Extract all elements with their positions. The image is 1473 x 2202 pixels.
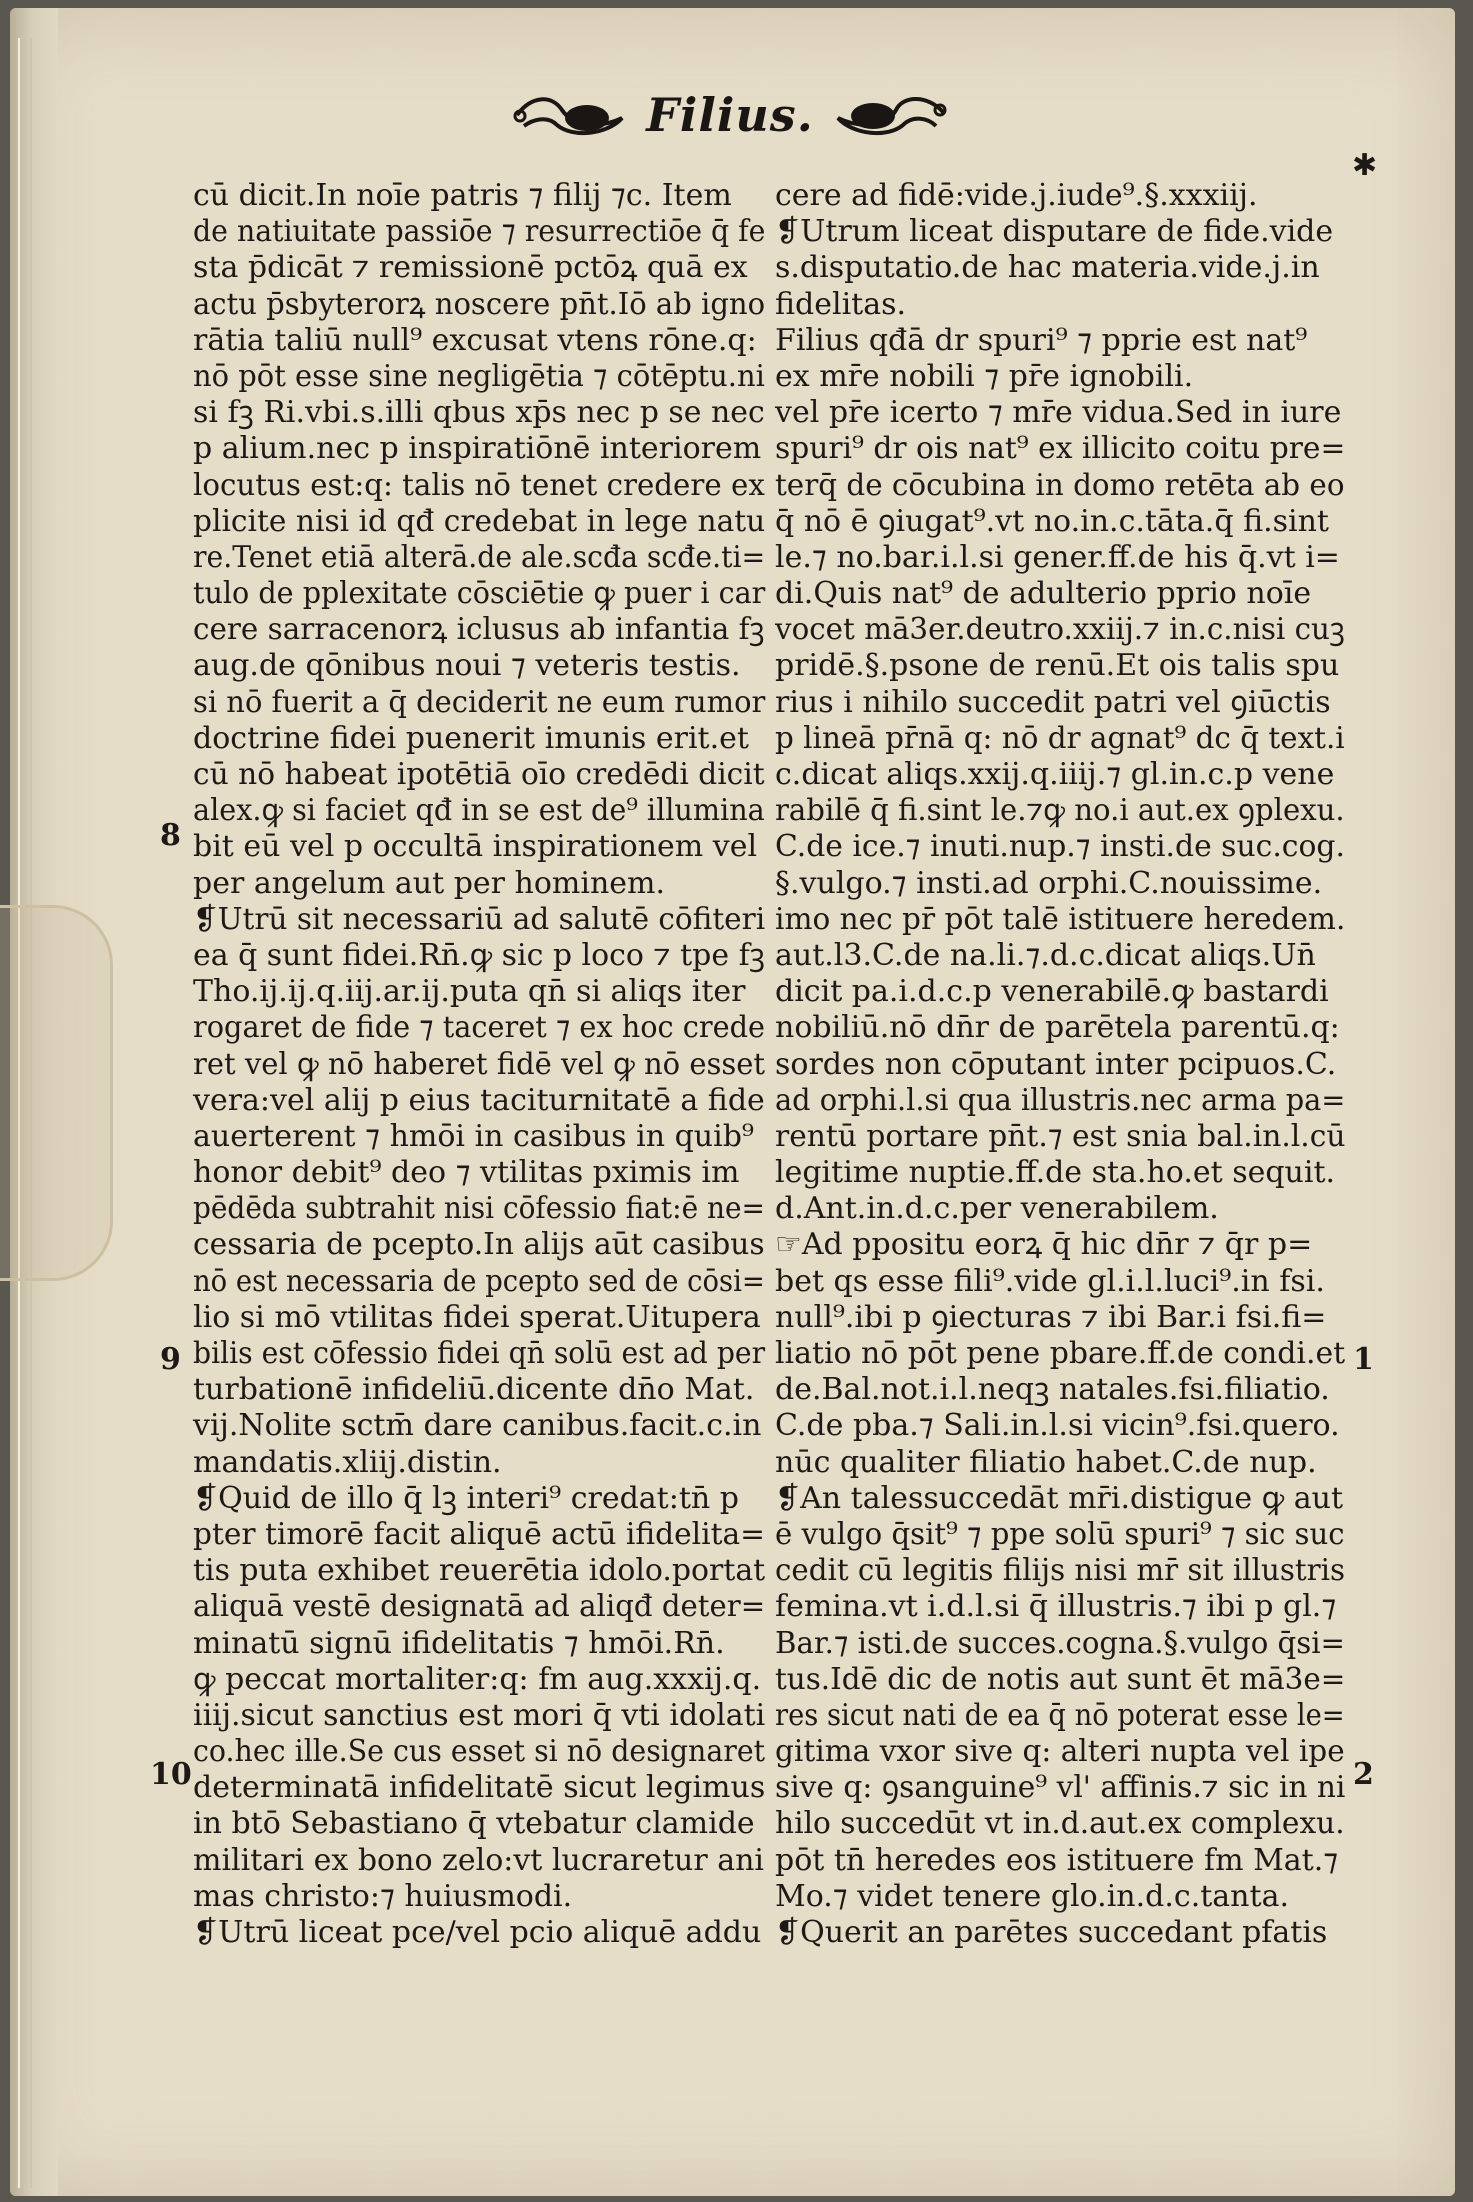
text-line: ❡Utrū liceat pce/vel pcio aliquē addu: [193, 1915, 762, 1950]
text-line: nobiliū.nō dn̄r de parētela parentū.q:: [775, 1010, 1340, 1046]
text-line: null⁹.ibi p ꝯiecturas ⁊ ibi Bar.i fsi.fi=: [775, 1299, 1327, 1335]
text-line: plicite nisi id qđ credebat in lege natu: [193, 503, 766, 539]
text-line: ē vulgo q̄sit⁹ ⁊ ppe solū spuri⁹ ⁊ sic suc: [775, 1516, 1345, 1552]
text-line: de.Bal.not.i.l.neqꝫ natales.fsi.filiatio.: [775, 1372, 1330, 1408]
text-line: cedit cū legitis filijs nisi mr̄ sit illustris: [775, 1553, 1346, 1589]
text-line: actu p̄sbyterorꝝ noscere pn̄t.Iō ab igno: [193, 286, 766, 322]
text-line: si nō fuerit a q̄ deciderit ne eum rumor: [193, 684, 766, 720]
margin-asterisk-icon: ✱: [1352, 148, 1378, 183]
text-line: ❡Querit an parētes succedant pfatis: [775, 1915, 1328, 1950]
text-line: lio si mō vtilitas fidei sperat.Uitupera: [193, 1299, 761, 1335]
text-line: hilo succedūt vt in.d.aut.ex complexu.: [775, 1806, 1345, 1842]
text-line: ex mr̄e nobili ⁊ pr̄e ignobili.: [775, 358, 1194, 394]
margin-number-10: 10: [150, 1757, 192, 1792]
text-line: vera:vel alij p eius taciturnitatē a fide: [193, 1082, 765, 1118]
text-line: de natiuitate passiōe ⁊ resurrectiōe q̄ fe: [193, 214, 766, 250]
text-line: le.⁊ no.bar.i.l.si gener.ff.de his q̄.vt i=: [775, 539, 1340, 575]
text-line: auerterent ⁊ hmōi in casibus in quib⁹: [193, 1118, 754, 1154]
text-line: femina.vt i.d.l.si q̄ illustris.⁊ ibi p gl.⁊: [775, 1589, 1337, 1625]
text-line: mandatis.xliij.distin.: [193, 1444, 502, 1480]
text-line: ea q̄ sunt fidei.Rn̄.ꝙ sic p loco ⁊ tpe fꝫ: [193, 937, 765, 973]
text-line: doctrine fidei puenerit imunis erit.et: [193, 720, 749, 756]
text-line: tulo de pplexitate cōsciētie ꝙ puer i car: [193, 576, 766, 612]
text-line: p lineā pr̄nā q: nō dr agnat⁹ dc q̄ text.i: [775, 720, 1345, 756]
text-line: sive q: ꝯsanguine⁹ vl' affinis.⁊ sic in ni: [775, 1770, 1346, 1806]
text-line: aug.de qōnibus noui ⁊ veteris testis.: [193, 648, 741, 684]
text-line: spuri⁹ dr ois nat⁹ ex illicito coitu pre=: [775, 431, 1346, 467]
text-line: s.disputatio.de hac materia.vide.j.in: [775, 250, 1320, 286]
text-line: si fꝫ Ri.vbi.s.illi qbus xp̄s nec p se nec: [193, 395, 765, 431]
right-ornament-icon: [828, 90, 948, 140]
text-line: d.Ant.in.d.c.per venerabilem.: [775, 1191, 1219, 1227]
text-line: nō pōt esse sine negligētia ⁊ cōtēptu.ni: [193, 358, 765, 394]
text-line: co.hec ille.Se cus esset si nō designaret: [193, 1734, 766, 1770]
text-line: ❡Utrū sit necessariū ad salutē cōfiteri: [193, 901, 766, 937]
text-line: dicit pa.i.d.c.p venerabilē.ꝙ bastardi: [775, 974, 1329, 1010]
text-line: di.Quis nat⁹ de adulterio pprio noīe: [775, 576, 1312, 612]
text-line: militari ex bono zelo:vt lucraretur ani: [193, 1842, 764, 1878]
text-line: cū nō habeat ipotētiā oīo credēdi dicit: [193, 757, 765, 792]
text-line: sta p̄dicāt ⁊ remissionē pctōꝝ quā ex: [193, 250, 748, 286]
text-line: pridē.§.psone de renū.Et ois talis spu: [775, 648, 1340, 684]
text-line: Bar.⁊ isti.de succes.cogna.§.vulgo q̄si=: [775, 1625, 1345, 1661]
text-line: iiij.sicut sanctius est mori q̄ vti idolati: [193, 1697, 766, 1733]
text-line: rius i nihilo succedit patri vel ꝯiūctis: [775, 684, 1331, 720]
text-line: fidelitas.: [775, 286, 907, 322]
text-line: tis puta exhibet reuerētia idolo.portat: [193, 1553, 766, 1589]
text-line: cere sarracenorꝝ iclusus ab infantia fꝫ: [193, 612, 765, 648]
text-line: alex.ꝙ si faciet qđ in se est de⁹ illumina: [193, 793, 765, 829]
text-line: determinatā infidelitatē sicut legimus: [193, 1770, 766, 1806]
text-line: ☞Ad ppositu eorꝝ q̄ hic dn̄r ⁊ q̄r p=: [775, 1227, 1313, 1263]
text-line: liatio nō pōt pene pbare.ff.de condi.et: [775, 1336, 1346, 1371]
text-line: tus.Idē dic de notis aut sunt ēt mā3e=: [775, 1661, 1346, 1697]
text-line: vocet mā3er.deutro.xxiij.⁊ in.c.nisi cuꝫ: [775, 612, 1345, 648]
text-line: vij.Nolite sctm̄ dare canibus.facit.c.in: [193, 1408, 762, 1444]
text-line: bit eū vel p occultā inspirationem vel: [193, 829, 758, 865]
text-line: nō est necessaria de pcepto sed de cōsi=: [193, 1263, 765, 1299]
page-clip-outline: [0, 905, 113, 1281]
text-line: turbationē infideliū.dicente dn̄o Mat.: [193, 1372, 755, 1408]
text-line: pter timorē facit aliquē actū ifidelita=: [193, 1516, 765, 1552]
text-line: in btō Sebastiano q̄ vtebatur clamide: [193, 1806, 755, 1842]
margin-number-9: 9: [160, 1342, 181, 1377]
text-line: Tho.ij.ij.q.iij.ar.ij.puta qn̄ si aliqs iter: [193, 974, 746, 1010]
text-line: p alium.nec p inspiratiōnē interiorem: [193, 431, 762, 467]
text-line: cessaria de pcepto.In alijs aūt casibus: [193, 1227, 765, 1263]
text-line: mas christo:⁊ huiusmodi.: [193, 1878, 573, 1914]
text-line: rabilē q̄ fi.sint le.⁊ꝙ no.i aut.ex ꝯplexu.: [775, 793, 1345, 829]
page-header: [510, 80, 950, 150]
left-ornament-icon: [512, 90, 632, 140]
text-line: Filius qđā dr spuri⁹ ⁊ pprie est nat⁹: [775, 322, 1308, 358]
text-line: ꝙ peccat mortaliter:q: fm aug.xxxij.q.: [193, 1661, 762, 1697]
text-line: ❡Quid de illo q̄ lꝫ interi⁹ credat:tn̄ p: [193, 1480, 739, 1516]
text-line: aut.l3.C.de na.li.⁊.d.c.dicat aliqs.Un̄: [775, 937, 1316, 973]
text-line: C.de pba.⁊ Sali.in.l.si vicin⁹.fsi.quero.: [775, 1408, 1340, 1444]
text-line: pēdēda subtrahit nisi cōfessio fiat:ē ne=: [193, 1191, 765, 1227]
text-line: per angelum aut per hominem.: [193, 865, 666, 901]
text-line: cere ad fidē:vide.j.iude⁹.§.xxxiij.: [775, 178, 1258, 213]
text-line: aliquā vestē designatā ad aliqđ deter=: [193, 1589, 766, 1625]
left-text-column: [193, 178, 766, 1950]
text-line: §.vulgo.⁊ insti.ad orphi.C.nouissime.: [775, 865, 1323, 901]
margin-number-8: 8: [160, 818, 181, 853]
text-line: honor debit⁹ deo ⁊ vtilitas pximis im: [193, 1155, 740, 1191]
text-line: rātia taliū null⁹ excusat vtens rōne.q:: [193, 322, 757, 358]
text-line: locutus est:q: talis nō tenet credere ex: [193, 467, 765, 503]
text-line: c.dicat aliqs.xxij.q.iiij.⁊ gl.in.c.p vene: [775, 757, 1335, 792]
page-title: Filius.: [646, 88, 814, 142]
text-line: imo nec pr̄ pōt talē istituere heredem.: [775, 901, 1346, 937]
text-line: cū dicit.In noīe patris ⁊ filij ⁊c. Item: [193, 178, 732, 213]
text-line: gitima vxor sive q: alteri nupta vel ipe: [775, 1734, 1345, 1770]
text-line: bet qs esse fili⁹.vide gl.i.l.luci⁹.in fsi.: [775, 1263, 1325, 1299]
text-line: pōt tn̄ heredes eos istituere fm Mat.⁊: [775, 1842, 1339, 1878]
text-line: rentū portare pn̄t.⁊ est snia bal.in.l.cū: [775, 1118, 1346, 1154]
text-line: res sicut nati de ea q̄ nō poterat esse le=: [775, 1697, 1345, 1733]
right-text-column: [775, 178, 1346, 1950]
text-line: bilis est cōfessio fidei qn̄ solū est ad per: [193, 1336, 766, 1371]
text-line: terq̄ de cōcubina in domo retēta ab eo: [775, 467, 1345, 503]
text-line: minatū signū ifidelitatis ⁊ hmōi.Rn̄.: [193, 1625, 725, 1661]
text-line: sordes non cōputant inter pcipuos.C.: [775, 1046, 1337, 1082]
text-line: ad orphi.l.si qua illustris.nec arma pa=: [775, 1082, 1346, 1118]
text-line: q̄ nō ē ꝯiugat⁹.vt no.in.c.tāta.q̄ fi.sint: [775, 503, 1329, 539]
text-line: ret vel ꝙ nō haberet fidē vel ꝙ nō esset: [193, 1046, 766, 1082]
margin-number-1: 1: [1353, 1342, 1374, 1377]
text-line: rogaret de fide ⁊ taceret ⁊ ex hoc crede: [193, 1010, 766, 1046]
text-line: Mo.⁊ videt tenere glo.in.d.c.tanta.: [775, 1878, 1289, 1914]
text-line: legitime nuptie.ff.de sta.ho.et sequit.: [775, 1155, 1336, 1191]
text-line: ❡Utrum liceat disputare de fide.vide: [775, 214, 1334, 250]
text-line: C.de ice.⁊ inuti.nup.⁊ insti.de suc.cog.: [775, 829, 1345, 865]
text-line: re.Tenet etiā alterā.de ale.scđa scđe.ti=: [193, 539, 766, 575]
text-line: ❡An talessuccedāt mr̄i.distigue ꝙ aut: [775, 1480, 1344, 1516]
text-line: vel pr̄e icerto ⁊ mr̄e vidua.Sed in iure: [775, 395, 1342, 431]
margin-number-2: 2: [1353, 1757, 1374, 1792]
text-line: nūc qualiter filiatio habet.C.de nup.: [775, 1444, 1317, 1480]
